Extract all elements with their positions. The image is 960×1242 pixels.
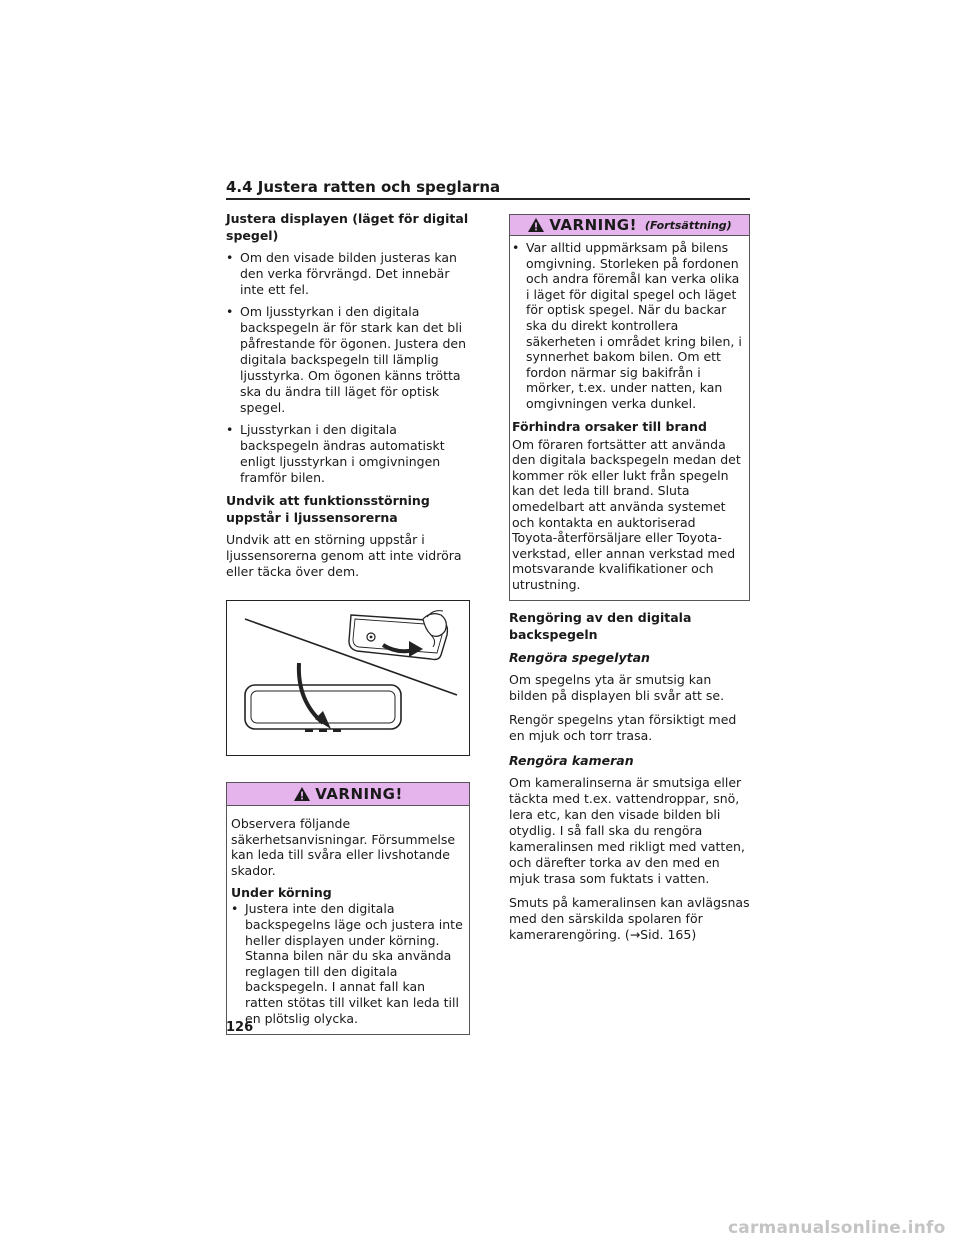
paragraph-clean-camera-1: Om kameralinserna är smutsiga eller täckta med t.ex. vattendroppar, snö, lera etc, kan den visade bilden bli otydlig. I så fall ska du rengöra kameralinsen med rikligt med vatten, och därefter torka av den med en mjuk trasa som fuktats i vatten. <box>509 775 745 887</box>
page-number: 126 <box>226 1020 254 1035</box>
list-item: • Om ljusstyrkan i den digitala backspegeln är för stark kan det bli påfrestande för ögonen. Justera den digitala backspegeln till lämplig ljusstyrka. Om ögonen känns trötta ska du ändra till läget för optisk spegel. <box>226 304 470 416</box>
warning-label: VARNING! <box>315 785 403 803</box>
subheading-clean-camera: Rengöra kameran <box>509 753 634 769</box>
heading-cleaning: Rengöring av den digitala backspegeln <box>509 610 692 643</box>
list-item: • Var alltid uppmärksam på bilens omgivning. Storleken på fordonen och andra föremål kan verka olika i läget för digital spegel och läget för optisk spegel. När du backar ska du direkt kontrollera säkerheten i området kring bilen, i synnerhet bakom bilen. Om ett fordon närmar sig bakifrån i mörker, t.ex. under natten, kan omgivningen verka dunkel. <box>512 240 743 412</box>
adjust-display-list <box>226 250 470 486</box>
warning-subheading: Förhindra orsaker till brand <box>512 418 707 434</box>
warning-body <box>510 236 749 600</box>
section-title: 4.4 Justera ratten och speglarna <box>226 178 501 196</box>
section-header <box>226 178 750 200</box>
warning-triangle-icon <box>527 217 545 233</box>
warning-list <box>512 240 743 412</box>
warning-box <box>226 782 470 1035</box>
warning-triangle-icon <box>293 786 311 802</box>
warning-subheading: Under körning <box>231 885 332 901</box>
watermark: carmanualsonline.info <box>728 1218 946 1238</box>
warning-intro: Observera följande säkerhetsanvisningar. Försummelse kan leda till svåra eller livshotande skador. <box>231 816 456 878</box>
header-divider <box>226 198 750 200</box>
paragraph-clean-surface-1: Om spegelns yta är smutsig kan bilden på displayen bli svår att se. <box>509 672 725 704</box>
warning-box-continued <box>509 214 750 601</box>
warning-paragraph: Om föraren fortsätter att använda den digitala backspegeln medan det kommer rök eller lukt från spegeln kan det leda till brand. Sluta omedelbart att använda systemet och kontakta en auktoriserad Toyota-återförsäljare eller Toyota-verkstad, eller annan verkstad med motsvarande kvalifikationer och utrustning. <box>512 436 741 592</box>
heading-adjust-display: Justera displayen (läget för digital spegel) <box>226 211 469 243</box>
warning-header <box>227 783 469 806</box>
mirror-drawing <box>227 601 469 755</box>
list-item: • Om den visade bilden justeras kan den verka förvrängd. Det innebär inte ett fel. <box>226 250 470 298</box>
paragraph-clean-surface-2: Rengör spegelns ytan försiktigt med en mjuk och torr trasa. <box>509 712 737 744</box>
left-column <box>226 210 470 1035</box>
paragraph-clean-camera-2: Smuts på kameralinsen kan avlägsnas med den särskilda spolaren för kamerarengöring. (→Sid. 165) <box>509 895 750 943</box>
warning-label: VARNING! <box>549 216 637 234</box>
heading-light-sensors: Undvik att funktionsstörning uppstår i ljussensorerna <box>226 493 430 525</box>
warning-continued-label: (Fortsättning) <box>644 218 732 232</box>
warning-body <box>227 806 469 1034</box>
right-column <box>509 214 750 951</box>
list-item: • Ljusstyrkan i den digitala backspegeln ändras automatiskt enligt ljusstyrkan i omgivningen framför bilen. <box>226 422 470 486</box>
list-item: • Justera inte den digitala backspegelns läge och justera inte heller displayen under körning. Stanna bilen när du ska använda reglagen till den digitala backspegeln. I annat fall kan ratten stötas till vilket kan leda till en plötslig olycka. <box>231 901 463 1026</box>
warning-list <box>231 901 463 1026</box>
mirror-illustration <box>226 600 470 756</box>
paragraph-light-sensors: Undvik att en störning uppstår i ljussensorerna genom att inte vidröra eller täcka över dem. <box>226 532 462 579</box>
subheading-clean-surface: Rengöra spegelytan <box>509 650 650 666</box>
warning-header <box>510 215 749 236</box>
